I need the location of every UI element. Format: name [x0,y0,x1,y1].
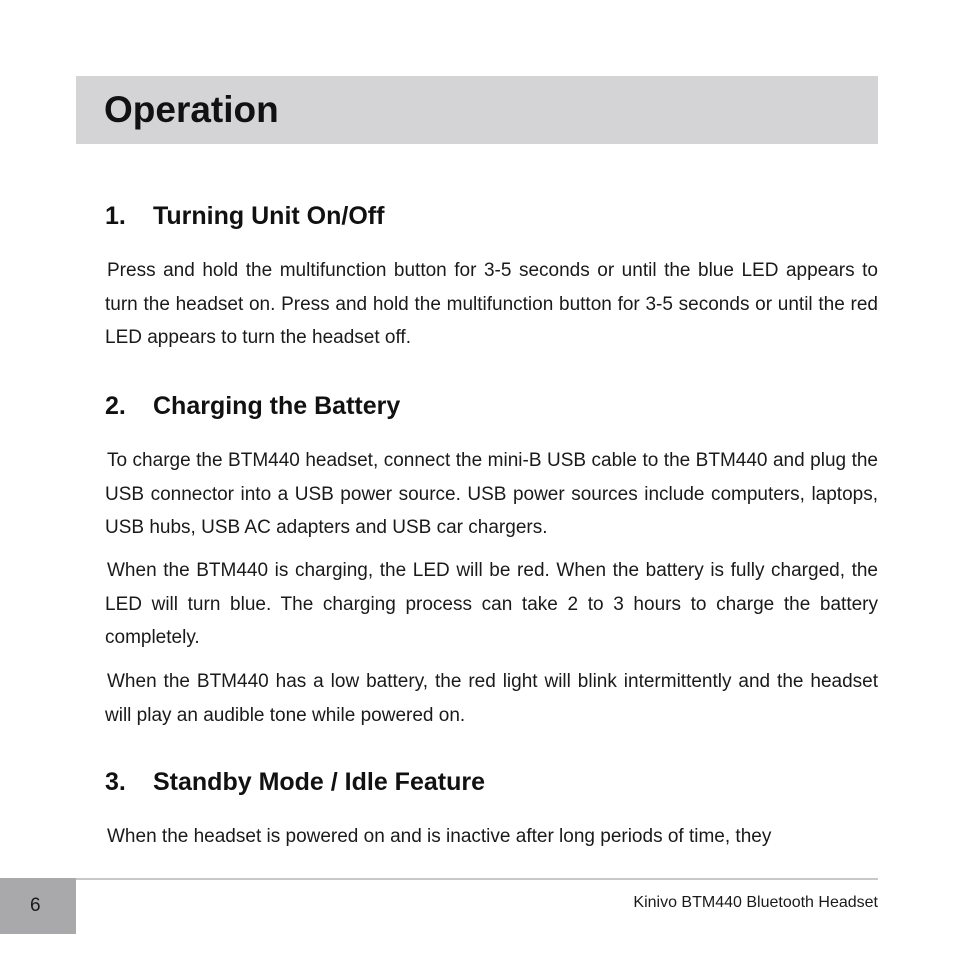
section-title: Turning Unit On/Off [153,202,385,230]
section-number: 1. [105,202,126,230]
section-heading-turning-unit-on-off [105,201,384,231]
footer-divider [76,878,878,880]
paragraph-charging-instructions: To charge the BTM440 headset, connect the mini-B USB cable to the BTM440 and plug the USB connector into a USB power source. USB power sources include computers, laptops, USB hubs, USB AC adapters and USB car chargers. [105,450,878,538]
section-heading-standby-mode [105,767,485,797]
page-number: 6 [30,895,41,916]
paragraph-power-on-off: Press and hold the multifunction button for 3-5 seconds or until the blue LED appears to turn the headset on. Press and hold the multifunction button for 3-5 seconds or until the red LED appears to turn the headset off. [105,260,878,348]
paragraph-standby-mode: When the headset is powered on and is inactive after long periods of time, they [107,826,772,847]
paragraph-low-battery: When the BTM440 has a low battery, the red light will blink intermittently and the headset will play an audible tone while powered on. [105,671,878,726]
section-title: Standby Mode / Idle Feature [153,768,485,796]
paragraph-charging-led: When the BTM440 is charging, the LED will be red. When the battery is fully charged, the LED will turn blue. The charging process can take 2 to 3 hours to charge the battery completely. [105,560,878,648]
page-number-box [0,878,76,934]
footer-title: Kinivo BTM440 Bluetooth Headset [633,894,878,911]
section-heading-charging-the-battery [105,391,400,421]
section-title: Charging the Battery [153,392,401,420]
title-bar [76,76,878,144]
page-title: Operation [104,89,279,130]
section-number: 2. [105,392,126,420]
section-number: 3. [105,768,126,796]
